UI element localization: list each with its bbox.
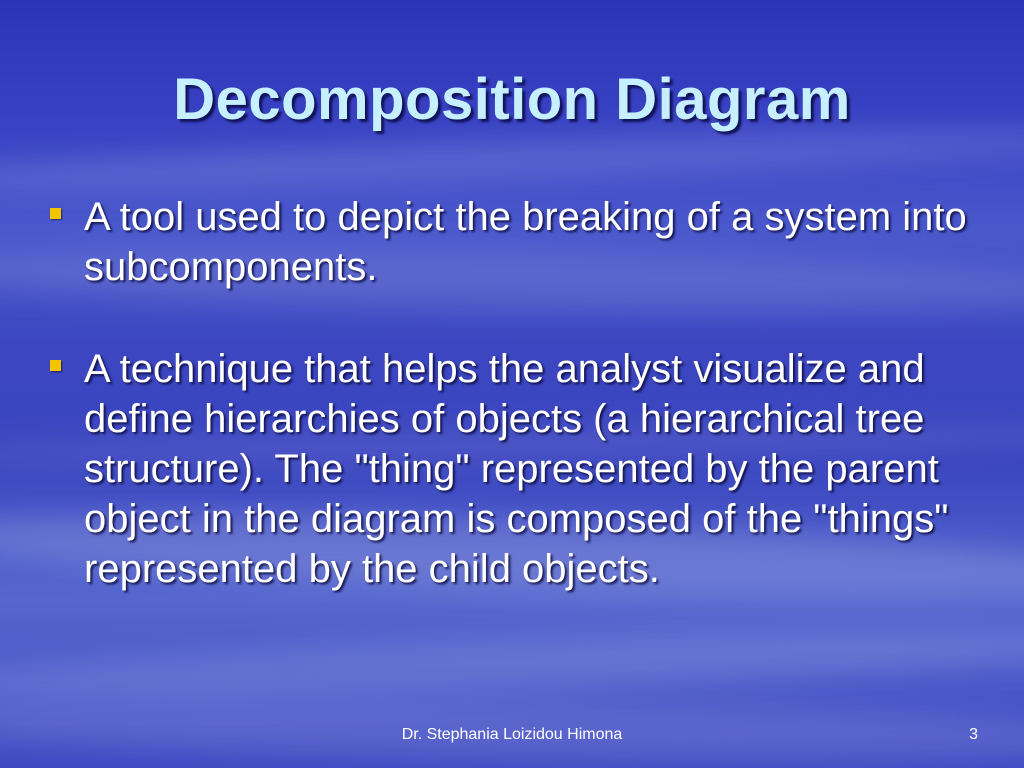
square-bullet-icon	[50, 360, 61, 371]
slide-title: Decomposition Diagram	[173, 67, 851, 132]
bullet-text: A technique that helps the analyst visualize and define hierarchies of objects (a hierarchical tree structure). The "thing" represented by the parent object in the diagram is composed of the "things" represented by the child objects.	[84, 347, 949, 591]
bullet-item	[40, 344, 980, 594]
bullet-list	[40, 192, 980, 646]
footer-author: Dr. Stephania Loizidou Himona	[401, 726, 623, 743]
bullet-item	[40, 192, 980, 292]
bullet-text: A tool used to depict the breaking of a system into subcomponents.	[84, 195, 967, 289]
square-bullet-icon	[50, 208, 61, 219]
page-number: 3	[969, 726, 978, 743]
